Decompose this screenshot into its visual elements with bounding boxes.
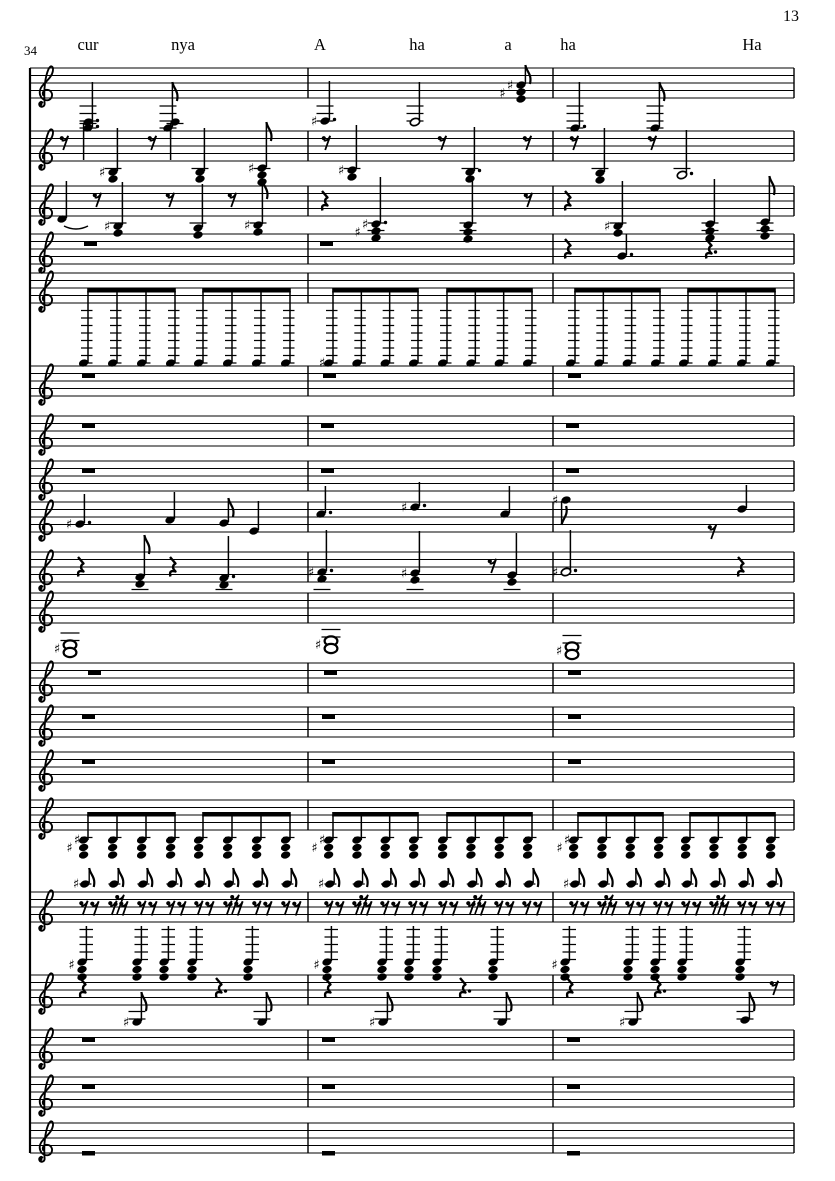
staff-20 xyxy=(30,1121,794,1161)
staff-5 xyxy=(30,271,794,371)
staff-16-events xyxy=(68,895,784,982)
ledger-chord xyxy=(734,926,751,982)
eighth-flag-icon xyxy=(749,992,754,1011)
sixteenth-rest-icon xyxy=(716,895,720,899)
eighth-rest-icon xyxy=(228,193,232,197)
sharp-accidental-icon: ♯ xyxy=(555,644,563,659)
rest-row xyxy=(569,895,785,916)
eighth-flag-icon xyxy=(637,992,642,1011)
sharp-accidental-icon: ♯ xyxy=(243,218,251,234)
treble-clef-icon xyxy=(39,661,53,701)
beam xyxy=(687,288,776,293)
staff-10 xyxy=(30,530,794,591)
sixteenth-rest-icon xyxy=(359,895,363,899)
sharp-accidental-icon: ♯ xyxy=(603,219,611,235)
sharp-accidental-icon: ♯ xyxy=(551,958,558,973)
lyric-syllable: ha xyxy=(560,35,576,54)
eighth-rest-icon xyxy=(709,901,713,905)
whole-rest-icon xyxy=(82,715,95,720)
note xyxy=(132,535,150,590)
eighth-rest-icon xyxy=(177,902,181,906)
eighth-rest-icon xyxy=(438,901,442,905)
eighth-rest-icon xyxy=(681,901,685,905)
beam-group xyxy=(319,288,423,371)
sharp-accidental-icon: ♯ xyxy=(73,833,81,848)
sharp-accidental-icon: ♯ xyxy=(314,638,322,653)
beam-group xyxy=(193,812,296,889)
eighth-rest-icon xyxy=(223,901,227,905)
treble-clef-icon xyxy=(39,1075,53,1115)
ledger-chord xyxy=(403,926,420,982)
whole-rest-icon xyxy=(321,469,334,474)
sharp-accidental-icon: ♯ xyxy=(247,161,255,177)
sharp-accidental-icon: ♯ xyxy=(318,833,326,848)
staff-18-events xyxy=(82,1038,580,1043)
whole-rest-icon xyxy=(82,760,95,765)
eighth-flag-icon xyxy=(228,498,233,517)
treble-clef-icon xyxy=(39,232,53,272)
eighth-rest-icon xyxy=(380,901,384,905)
eighth-rest-icon xyxy=(322,136,326,140)
staff-13 xyxy=(30,705,794,745)
note xyxy=(354,177,387,243)
eighth-rest-icon xyxy=(776,902,780,906)
note xyxy=(164,492,175,525)
whole-rest-icon xyxy=(567,1085,580,1090)
sharp-accidental-icon: ♯ xyxy=(354,225,361,241)
sharp-accidental-icon: ♯ xyxy=(368,1015,376,1031)
staff-1 xyxy=(30,65,794,133)
treble-clef-icon xyxy=(39,364,53,404)
staff-12-events xyxy=(54,630,582,676)
sixteenth-rest-icon xyxy=(115,895,119,899)
measure-number: 34 xyxy=(24,43,37,58)
note xyxy=(192,128,209,184)
sharp-accidental-icon: ♯ xyxy=(68,958,75,973)
sharp-accidental-icon: ♯ xyxy=(551,565,559,581)
rest-row xyxy=(79,895,301,916)
whole-rest-icon xyxy=(568,374,581,379)
eighth-rest-icon xyxy=(438,136,442,140)
lyrics-line xyxy=(77,35,762,54)
eighth-rest-icon xyxy=(60,136,64,140)
eighth-rest-icon xyxy=(194,901,198,905)
staff-16 xyxy=(30,890,794,981)
staff-12 xyxy=(30,630,794,702)
whole-rest-icon xyxy=(566,424,579,429)
whole-rest-icon xyxy=(82,424,95,429)
treble-clef-icon xyxy=(39,798,53,838)
whole-rest-icon xyxy=(82,374,95,379)
eighth-rest-icon xyxy=(737,901,741,905)
sharp-accidental-icon: ♯ xyxy=(98,165,106,181)
treble-clef-icon xyxy=(39,184,53,224)
whole-note-chord xyxy=(556,636,582,660)
eighth-rest-icon xyxy=(625,901,629,905)
eighth-rest-icon xyxy=(335,902,339,906)
sharp-accidental-icon: ♯ xyxy=(72,877,80,892)
whole-rest-icon xyxy=(322,1151,335,1156)
treble-clef-icon xyxy=(39,550,53,590)
eighth-rest-icon xyxy=(148,902,152,906)
note xyxy=(647,82,665,133)
note xyxy=(401,482,426,516)
lyric-syllable: a xyxy=(504,35,512,54)
treble-clef-icon xyxy=(39,705,53,745)
eighth-flag-icon xyxy=(506,992,511,1011)
ledger-chord xyxy=(186,926,203,982)
eighth-rest-icon xyxy=(505,902,509,906)
eighth-flag-icon xyxy=(141,992,146,1011)
note xyxy=(552,530,577,581)
eighth-rest-icon xyxy=(664,902,668,906)
eighth-rest-icon xyxy=(166,901,170,905)
note xyxy=(104,182,127,238)
quarter-rest-icon xyxy=(80,978,86,998)
tie xyxy=(64,226,88,229)
treble-clef-icon xyxy=(39,750,53,790)
beam-group xyxy=(78,288,180,368)
whole-rest-icon xyxy=(84,242,97,247)
note xyxy=(604,181,627,238)
note xyxy=(401,531,424,590)
sharp-accidental-icon: ♯ xyxy=(551,493,559,509)
beam xyxy=(689,812,776,817)
whole-rest-icon xyxy=(568,760,581,765)
sharp-accidental-icon: ♯ xyxy=(361,217,369,233)
ledger-chord xyxy=(431,926,448,982)
whole-rest-icon xyxy=(322,760,335,765)
eighth-rest-icon xyxy=(292,902,296,906)
eighth-flag-icon xyxy=(562,506,567,525)
sharp-accidental-icon: ♯ xyxy=(122,1015,130,1031)
sharp-accidental-icon: ♯ xyxy=(310,114,318,130)
ledger-chord xyxy=(158,926,175,982)
treble-clef-icon xyxy=(39,1121,53,1161)
sixteenth-rest-icon xyxy=(473,895,477,899)
treble-clef-icon xyxy=(39,66,53,106)
treble-clef-icon xyxy=(39,973,53,1013)
eighth-rest-icon xyxy=(408,901,412,905)
treble-clef-icon xyxy=(39,129,53,169)
eighth-rest-icon xyxy=(281,901,285,905)
whole-rest-icon xyxy=(82,469,95,474)
ledger-chord xyxy=(376,926,393,982)
eighth-rest-icon xyxy=(466,901,470,905)
sharp-accidental-icon: ♯ xyxy=(53,642,61,657)
eighth-rest-icon xyxy=(263,902,267,906)
whole-note-chord xyxy=(315,630,341,654)
whole-rest-icon xyxy=(567,1038,580,1043)
whole-rest-icon xyxy=(82,1151,95,1156)
staff-4 xyxy=(30,232,794,272)
staff-14-events xyxy=(82,760,581,765)
sharp-accidental-icon: ♯ xyxy=(65,517,73,533)
page-number: 13 xyxy=(783,8,799,25)
whole-rest-icon xyxy=(566,469,579,474)
treble-clef-icon xyxy=(39,459,53,499)
staff-18 xyxy=(30,1028,794,1068)
eighth-rest-icon xyxy=(137,901,141,905)
ledger-chord xyxy=(68,926,93,982)
quarter-rest-icon xyxy=(460,978,466,998)
ledger-chord xyxy=(313,926,338,982)
beam-group xyxy=(437,812,538,889)
beam xyxy=(446,812,533,817)
staff-19-events xyxy=(82,1085,580,1090)
eighth-flag-icon xyxy=(144,535,149,554)
whole-rest-icon xyxy=(88,671,101,676)
eighth-rest-icon xyxy=(569,901,573,905)
whole-rest-icon xyxy=(322,1038,335,1043)
treble-clef-icon xyxy=(39,1028,53,1068)
beam xyxy=(574,288,661,293)
beam xyxy=(577,812,664,817)
quarter-rest-icon xyxy=(325,978,331,998)
staff-2-events xyxy=(60,114,694,187)
staff-17-events xyxy=(80,978,778,1031)
eighth-rest-icon xyxy=(252,901,256,905)
ledger-chord xyxy=(649,926,666,982)
ledger-chord xyxy=(487,926,504,982)
whole-rest-icon xyxy=(568,671,581,676)
eighth-rest-icon xyxy=(90,902,94,906)
whole-rest-icon xyxy=(324,671,337,676)
sharp-accidental-icon: ♯ xyxy=(618,1015,626,1031)
treble-clef-icon xyxy=(39,591,53,631)
sharp-accidental-icon: ♯ xyxy=(317,877,325,892)
beam-group xyxy=(311,812,424,892)
ledger-chord xyxy=(551,926,576,982)
ledger-chord xyxy=(622,926,639,982)
staff-6 xyxy=(30,364,794,404)
eighth-rest-icon xyxy=(523,136,527,140)
note xyxy=(248,122,272,187)
beam-group xyxy=(556,812,669,892)
quarter-rest-icon xyxy=(567,978,573,998)
whole-rest-icon xyxy=(567,1151,580,1156)
beam xyxy=(202,288,291,293)
note xyxy=(311,81,336,130)
staff-15-events xyxy=(66,812,781,892)
sharp-accidental-icon: ♯ xyxy=(499,86,506,102)
note xyxy=(567,82,587,133)
eighth-rest-icon xyxy=(597,901,601,905)
sharp-accidental-icon: ♯ xyxy=(400,566,408,582)
treble-clef-icon xyxy=(39,500,53,540)
eighth-rest-icon xyxy=(166,193,170,197)
eighth-rest-icon xyxy=(391,902,395,906)
eighth-rest-icon xyxy=(648,136,652,140)
sharp-accidental-icon: ♯ xyxy=(562,877,570,892)
beam xyxy=(87,812,176,817)
eighth-rest-icon xyxy=(93,193,97,197)
eighth-rest-icon xyxy=(708,525,712,529)
eighth-rest-icon xyxy=(636,902,640,906)
quarter-rest-icon xyxy=(655,978,661,998)
note xyxy=(190,184,207,240)
staff-8 xyxy=(30,459,794,499)
whole-rest-icon xyxy=(322,715,335,720)
sharp-accidental-icon: ♯ xyxy=(311,841,318,856)
beam-group xyxy=(66,812,181,892)
beam xyxy=(332,288,419,293)
sixteenth-rest-icon xyxy=(230,895,234,899)
note xyxy=(674,130,694,180)
treble-clef-icon xyxy=(39,414,53,454)
sharp-accidental-icon: ♯ xyxy=(400,500,408,516)
eighth-rest-icon xyxy=(205,902,209,906)
lyric-syllable: Ha xyxy=(742,35,762,54)
sixteenth-rest-icon xyxy=(604,895,608,899)
eighth-rest-icon xyxy=(494,901,498,905)
ledger-chord xyxy=(242,926,259,982)
eighth-rest-icon xyxy=(748,902,752,906)
sharp-accidental-icon: ♯ xyxy=(66,841,73,856)
lyric-syllable: A xyxy=(314,35,326,54)
whole-note-chord xyxy=(54,633,80,657)
note xyxy=(462,127,482,184)
staff-17 xyxy=(30,973,794,1030)
beam-group xyxy=(437,288,537,368)
eighth-rest-icon xyxy=(580,902,584,906)
sharp-accidental-icon: ♯ xyxy=(556,841,563,856)
eighth-rest-icon xyxy=(570,136,574,140)
whole-rest-icon xyxy=(320,242,333,247)
beam-group xyxy=(680,812,781,889)
note xyxy=(504,533,521,590)
note xyxy=(56,181,88,229)
eighth-rest-icon xyxy=(692,902,696,906)
staff-13-events xyxy=(82,715,581,720)
beam xyxy=(87,288,176,293)
staff-5-events xyxy=(78,288,780,371)
note xyxy=(592,128,609,185)
sharp-accidental-icon: ♯ xyxy=(313,958,320,973)
eighth-rest-icon xyxy=(653,901,657,905)
eighth-rest-icon xyxy=(108,901,112,905)
staff-8-events xyxy=(82,469,579,474)
lyric-syllable: nya xyxy=(171,35,195,54)
eighth-rest-icon xyxy=(522,901,526,905)
staff-6-events xyxy=(82,374,581,379)
beam-group xyxy=(565,288,665,368)
eighth-rest-icon xyxy=(352,901,356,905)
sharp-accidental-icon: ♯ xyxy=(307,565,315,581)
eighth-rest-icon xyxy=(524,193,528,197)
lyric-syllable: ha xyxy=(409,35,425,54)
beam xyxy=(202,812,291,817)
eighth-rest-icon xyxy=(449,902,453,906)
eighth-flag-icon xyxy=(387,992,392,1011)
lyric-syllable: cur xyxy=(77,35,99,54)
eighth-rest-icon xyxy=(79,901,83,905)
eighth-flag-icon xyxy=(266,992,271,1011)
note xyxy=(736,485,747,514)
staff-2 xyxy=(30,114,794,187)
staff-15 xyxy=(30,798,794,892)
rest-row xyxy=(324,895,542,916)
whole-rest-icon xyxy=(321,424,334,429)
whole-rest-icon xyxy=(323,374,336,379)
staff-14 xyxy=(30,750,794,790)
treble-clef-icon xyxy=(39,890,53,930)
eighth-rest-icon xyxy=(770,981,774,985)
staff-7 xyxy=(30,414,794,454)
whole-rest-icon xyxy=(568,715,581,720)
eighth-rest-icon xyxy=(324,901,328,905)
beam-group xyxy=(193,288,295,368)
sharp-accidental-icon: ♯ xyxy=(337,163,345,179)
sharp-accidental-icon: ♯ xyxy=(318,356,326,371)
sharp-accidental-icon: ♯ xyxy=(563,833,571,848)
beam-group xyxy=(678,288,780,368)
note xyxy=(66,494,91,533)
ledger-chord xyxy=(676,926,693,982)
note xyxy=(737,992,755,1025)
sharp-accidental-icon: ♯ xyxy=(506,78,514,94)
staff-19 xyxy=(30,1075,794,1115)
staff-7-events xyxy=(82,424,579,429)
eighth-rest-icon xyxy=(419,902,423,906)
eighth-rest-icon xyxy=(533,902,537,906)
note xyxy=(248,501,259,536)
beam xyxy=(332,812,419,817)
note xyxy=(407,82,424,127)
eighth-rest-icon xyxy=(148,136,152,140)
quarter-rest-icon xyxy=(216,978,222,998)
beam xyxy=(446,288,533,293)
treble-clef-icon xyxy=(39,271,53,311)
eighth-rest-icon xyxy=(765,901,769,905)
note xyxy=(702,179,719,243)
whole-rest-icon xyxy=(82,1085,95,1090)
staff-11 xyxy=(30,591,794,631)
whole-rest-icon xyxy=(322,1085,335,1090)
note xyxy=(99,128,122,184)
whole-rest-icon xyxy=(82,1038,95,1043)
sharp-accidental-icon: ♯ xyxy=(103,219,111,235)
eighth-rest-icon xyxy=(488,559,492,563)
ledger-chord xyxy=(131,926,148,982)
